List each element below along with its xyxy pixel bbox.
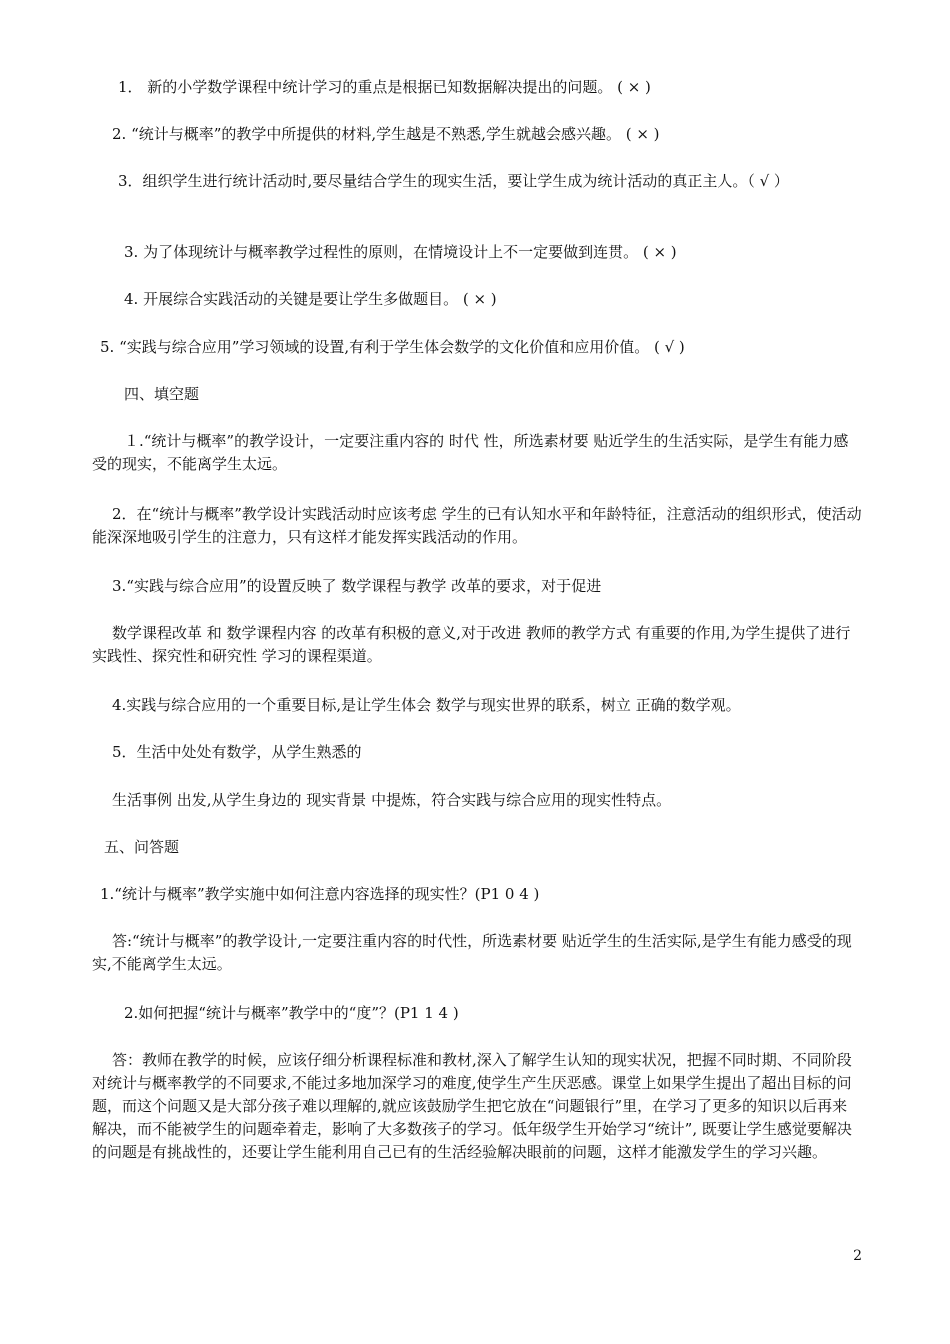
qa-question-1: 1.“统计与概率”教学实施中如何注意内容选择的现实性？(P1 0 4 ) xyxy=(100,885,540,903)
fill-item-5-cont: 生活事例 出发,从学生身边的 现实背景 中提炼，符合实践与综合应用的现实性特点。 xyxy=(112,791,672,809)
fill-item-1: １.“统计与概率”的教学设计，一定要注重内容的 时代 性，所选素材要 贴近学生的生活实际，是学生有能力感受的现实，不能离学生太远。 xyxy=(92,432,849,473)
qa-answer-1: 答:“统计与概率”的教学设计,一定要注重内容的时代性，所选素材要 贴近学生的生活实际,是学生有能力感受的现实,不能离学生太远。 xyxy=(92,932,852,973)
qa-answer-2: 答：教师在教学的时候，应该仔细分析课程标准和教材,深入了解学生认知的现实状况，把握不同时期、不同阶段对统计与概率教学的不同要求,不能过多地加深学习的难度,使学生产生厌恶感。课堂上如果学生提出了超出目标的问题，而这个问题又是大部分孩子难以理解的,就应该鼓励学生把它放在“问题银行”里，在学习了更多的知识以后再来解决，而不能被学生的问题牵着走，影响了大多数孩子的学习。低年级学生开始学习“统计”, 既要让学生感觉要解决的问题是有挑战性的，还要让学生能利用自己已有的生活经验解决眼前的问题，这样才能激发学生的学习兴趣。 xyxy=(92,1051,852,1161)
qa-question-2: 2.如何把握“统计与概率”教学中的“度”？(P1 1 4 ) xyxy=(124,1004,459,1022)
fill-item-4: 4.实践与综合应用的一个重要目标,是让学生体会 数学与现实世界的联系，树立 正确的数学观。 xyxy=(112,696,741,714)
fill-item-3: 3.“实践与综合应用”的设置反映了 数学课程与教学 改革的要求，对于促进 xyxy=(112,577,602,595)
tf-item-3: 3．组织学生进行统计活动时,要尽量结合学生的现实生活，要让学生成为统计活动的真正主人。（ √ ） xyxy=(118,172,789,190)
fill-item-2: 2．在“统计与概率”教学设计实践活动时应该考虑 学生的已有认知水平和年龄特征，注意活动的组织形式，使活动能深深地吸引学生的注意力，只有这样才能发挥实践活动的作用。 xyxy=(92,505,862,546)
section-heading-fill: 四、填空题 xyxy=(124,385,200,403)
fill-item-3-cont: 数学课程改革 和 数学课程内容 的改革有积极的意义,对于改进 教师的教学方式 有重要的作用,为学生提供了进行 实践性、探究性和研究性 学习的课程渠道。 xyxy=(92,624,851,665)
tf-item-2: 2. “统计与概率”的教学中所提供的材料,学生越是不熟悉,学生就越会感兴趣。 ( × ) xyxy=(112,125,660,143)
tf-item-6: 5. “实践与综合应用”学习领域的设置,有利于学生体会数学的文化价值和应用价值。 ( √ ) xyxy=(100,338,685,356)
tf-item-4: 3. 为了体现统计与概率教学过程性的原则，在情境设计上不一定要做到连贯。 ( × ) xyxy=(124,243,677,261)
fill-item-5: 5．生活中处处有数学，从学生熟悉的 xyxy=(112,743,362,761)
page-number: 2 xyxy=(853,1248,862,1264)
section-heading-qa: 五、问答题 xyxy=(104,838,180,856)
tf-item-1: 1． 新的小学数学课程中统计学习的重点是根据已知数据解决提出的问题。 ( × ) xyxy=(118,78,651,96)
tf-item-5: 4. 开展综合实践活动的关键是要让学生多做题目。 ( × ) xyxy=(124,290,497,308)
